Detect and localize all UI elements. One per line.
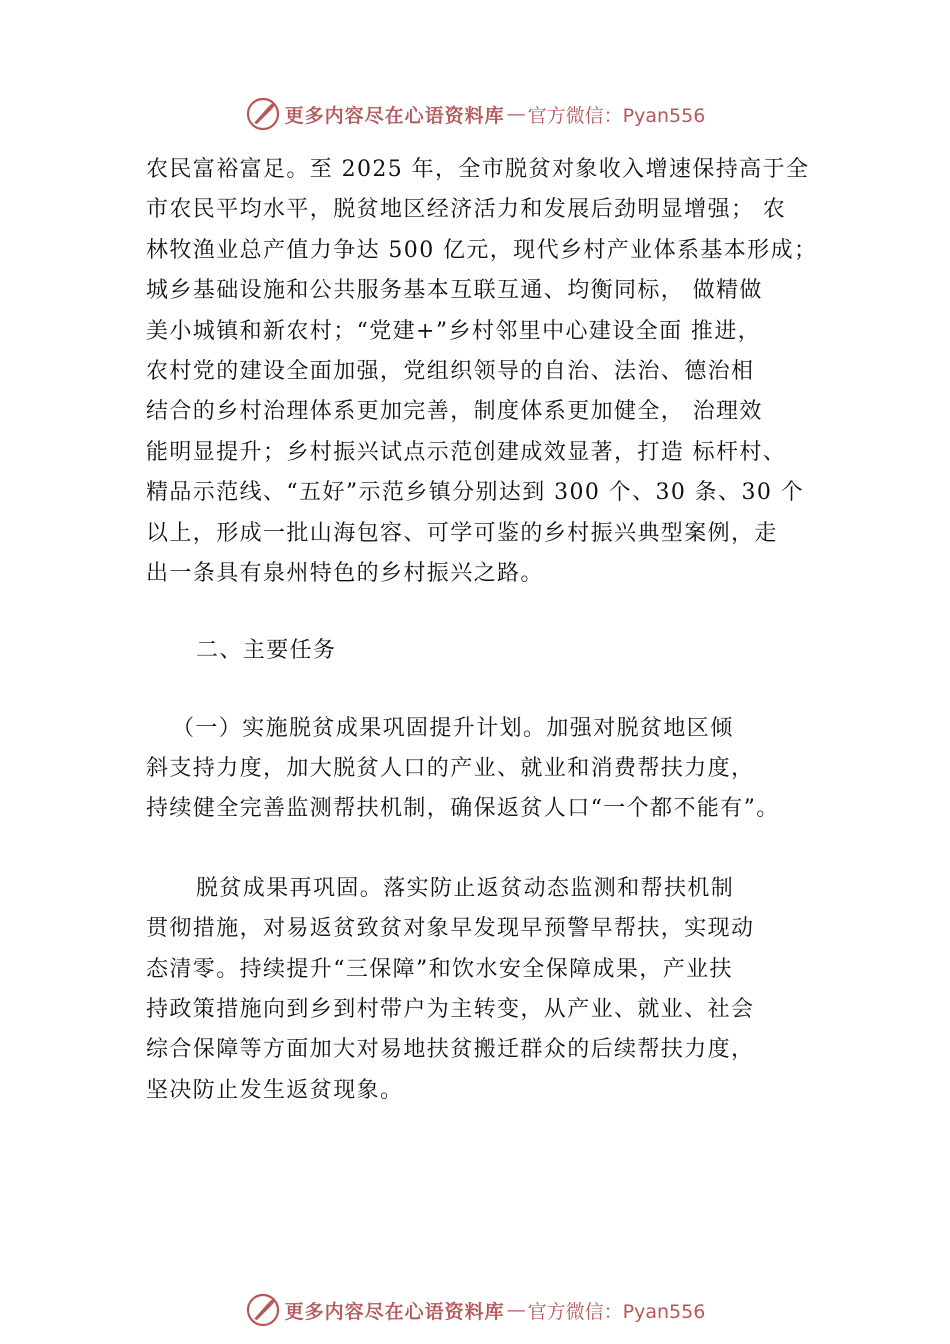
section-heading: 二、主要任务 <box>196 638 337 664</box>
header-watermark <box>0 94 950 134</box>
text-line: 脱贫成果再巩固。落实防止返贫动态监测和帮扶机制 <box>196 875 735 901</box>
text-line: 能明显提升；乡村振兴试点示范创建成效显著，打造 标杆村、 <box>146 439 787 465</box>
text-line: 城乡基础设施和公共服务基本互联互通、均衡同标， 做精做 <box>146 278 763 304</box>
text-line: 持续健全完善监测帮扶机制，确保返贫人口“一个都不能有”。 <box>146 796 780 822</box>
text-line: 持政策措施向到乡到村带户为主转变，从产业、就业、社会 <box>146 997 755 1023</box>
document-body <box>146 150 836 1111</box>
footer-watermark <box>0 1290 950 1330</box>
header-brand-text: 更多内容尽在心语资料库 <box>284 104 505 127</box>
text-line: 坚决防止发生返贫现象。 <box>146 1077 404 1103</box>
text-line: 态清零。持续提升“三保障”和饮水安全保障成果，产业扶 <box>146 956 733 982</box>
header-separator: — <box>506 103 526 125</box>
header-wechat-text: 官方微信：Pyan556 <box>527 104 706 127</box>
footer-separator: — <box>506 1299 526 1321</box>
text-line: 斜支持力度，加大脱贫人口的产业、就业和消费帮扶力度， <box>146 756 755 782</box>
text-line: 农民富裕富足。至 2025 年，全市脱贫对象收入增速保持高于全 <box>146 157 810 182</box>
text-line: 市农民平均水平，脱贫地区经济活力和发展后劲明显增强； 农 <box>146 197 787 223</box>
text-line: 贯彻措施，对易返贫致贫对象早发现早预警早帮扶，实现动 <box>146 916 755 942</box>
footer-brand-text: 更多内容尽在心语资料库 <box>284 1300 505 1323</box>
quill-logo-icon <box>245 1292 281 1328</box>
quill-logo-icon <box>245 96 281 132</box>
text-line: 结合的乡村治理体系更加完善，制度体系更加健全， 治理效 <box>146 399 763 425</box>
text-line: （一）实施脱贫成果巩固提升计划。加强对脱贫地区倾 <box>172 715 734 741</box>
footer-wechat-text: 官方微信：Pyan556 <box>527 1300 706 1323</box>
text-line: 出一条具有泉州特色的乡村振兴之路。 <box>146 560 544 586</box>
paragraph-task-one <box>146 709 836 830</box>
paragraph-consolidation <box>146 869 836 1111</box>
paragraph-goals <box>146 150 836 594</box>
text-line: 农村党的建设全面加强，党组织领导的自治、法治、德治相 <box>146 358 755 384</box>
text-line: 以上，形成一批山海包容、可学可鉴的乡村振兴典型案例，走 <box>146 520 778 546</box>
text-line: 综合保障等方面加大对易地扶贫搬迁群众的后续帮扶力度， <box>146 1037 755 1063</box>
text-line: 精品示范线、“五好”示范乡镇分别达到 300 个、30 条、30 个 <box>146 480 805 506</box>
text-line: 美小城镇和新农村；“党建+”乡村邻里中心建设全面 推进， <box>146 318 762 344</box>
text-line: 林牧渔业总产值力争达 500 亿元，现代乡村产业体系基本形成； <box>146 237 818 263</box>
